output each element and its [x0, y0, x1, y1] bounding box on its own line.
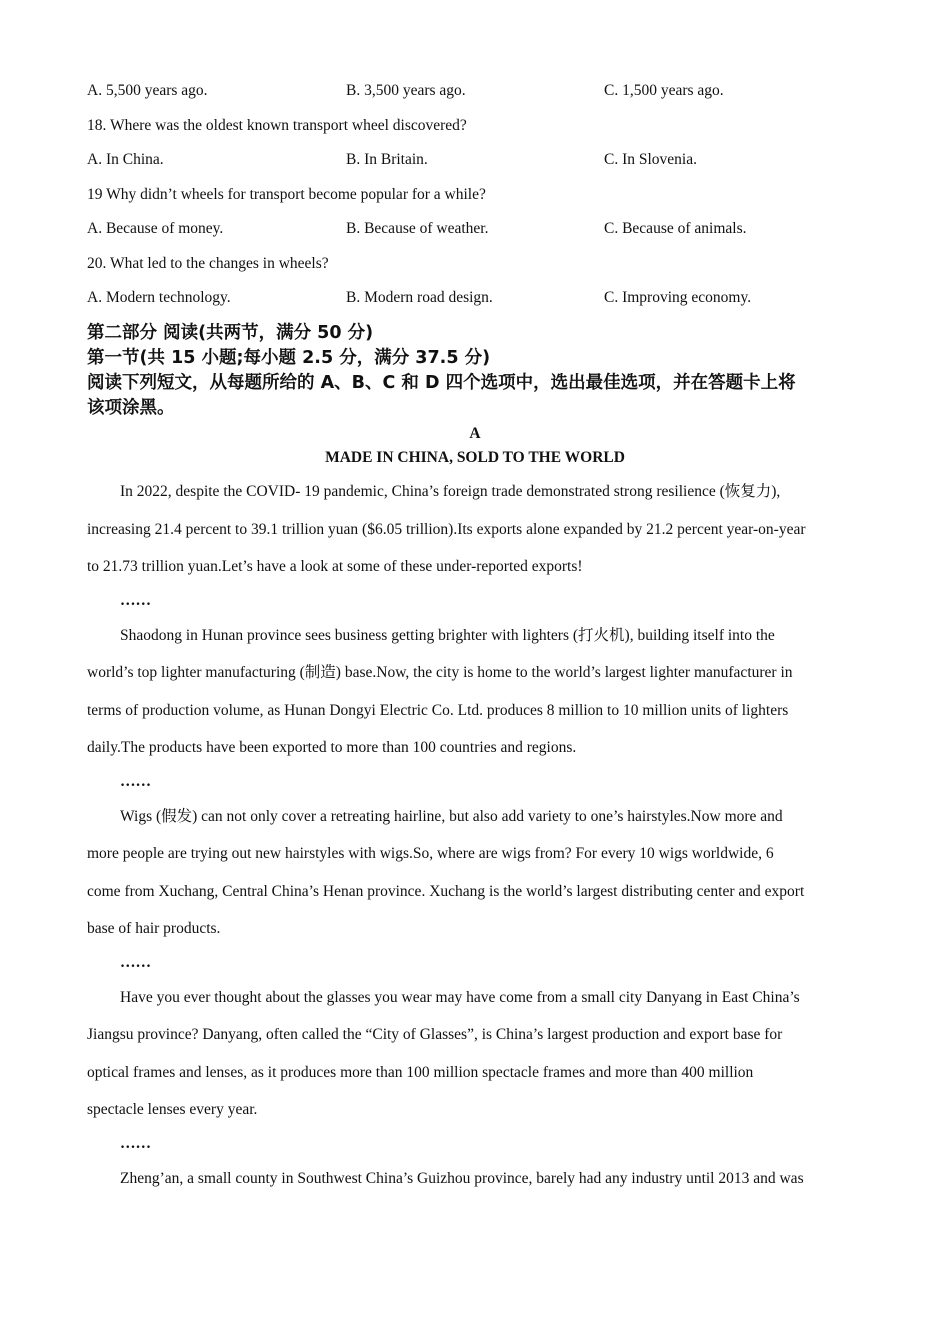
q19-stem: 19 Why didn’t wheels for transport become popular for a while?	[87, 186, 486, 203]
paragraph-line: come from Xuchang, Central China’s Henan province. Xuchang is the world’s largest distributing center and export	[87, 883, 805, 900]
sub-heading: 第一节(共 15 小题;每小题 2.5 分，满分 37.5 分)	[87, 348, 491, 368]
paragraph-line: increasing 21.4 percent to 39.1 trillion yuan ($6.05 trillion).Its exports alone expanded by 21.2 percent year-on-year	[87, 521, 806, 538]
paragraph-line: Zheng’an, a small county in Southwest China’s Guizhou province, barely had any industry until 2013 and was	[120, 1170, 804, 1187]
paragraph-line: base of hair products.	[87, 920, 221, 937]
paragraph-line: more people are trying out new hairstyles with wigs.So, where are wigs from? For every 10 wigs worldwide, 6	[87, 845, 774, 862]
q18-option-a: A. In China.	[87, 151, 164, 168]
ellipsis: ……	[120, 954, 151, 971]
q20-stem: 20. What led to the changes in wheels?	[87, 255, 329, 272]
ellipsis: ……	[120, 1135, 151, 1152]
q20-option-a: A. Modern technology.	[87, 289, 231, 306]
paragraph-line: world’s top lighter manufacturing (制造) base.Now, the city is home to the world’s largest lighter manufacturer in	[87, 664, 793, 681]
ellipsis: ……	[120, 773, 151, 790]
passage-title: MADE IN CHINA, SOLD TO THE WORLD	[325, 449, 625, 466]
paragraph-line: optical frames and lenses, as it produces more than 100 million spectacle frames and more than 400 million	[87, 1064, 754, 1081]
passage-letter: A	[469, 425, 481, 442]
q20-option-c: C. Improving economy.	[604, 289, 752, 306]
paragraph-line: Wigs (假发) can not only cover a retreating hairline, but also add variety to one’s hairstyles.Now more and	[120, 808, 783, 825]
q18-option-c: C. In Slovenia.	[604, 151, 697, 168]
q18-option-b: B. In Britain.	[346, 151, 428, 168]
paragraph-line: In 2022, despite the COVID- 19 pandemic, China’s foreign trade demonstrated strong resilience (恢复力),	[120, 483, 781, 500]
q17-option-b: B. 3,500 years ago.	[346, 82, 466, 99]
paragraph-line: to 21.73 trillion yuan.Let’s have a look at some of these under-reported exports!	[87, 558, 583, 575]
paragraph-line: Shaodong in Hunan province sees business getting brighter with lighters (打火机), building itself into the	[120, 627, 775, 644]
q17-option-c: C. 1,500 years ago.	[604, 82, 724, 99]
q19-option-b: B. Because of weather.	[346, 220, 489, 237]
ellipsis: ……	[120, 592, 151, 609]
paragraph-line: Jiangsu province? Danyang, often called the “City of Glasses”, is China’s largest production and export base for	[87, 1026, 783, 1043]
q19-option-a: A. Because of money.	[87, 220, 224, 237]
q20-option-b: B. Modern road design.	[346, 289, 493, 306]
q19-option-c: C. Because of animals.	[604, 220, 747, 237]
paragraph-line: Have you ever thought about the glasses you wear may have come from a small city Danyang in East China’s	[120, 989, 800, 1006]
paragraph-line: spectacle lenses every year.	[87, 1101, 258, 1118]
paragraph-line: daily.The products have been exported to more than 100 countries and regions.	[87, 739, 577, 756]
part-heading: 第二部分 阅读(共两节，满分 50 分)	[87, 323, 374, 343]
instruction-line-2: 该项涂黑。	[87, 398, 175, 418]
instruction-line-1: 阅读下列短文，从每题所给的 A、B、C 和 D 四个选项中，选出最佳选项，并在答题卡上将	[87, 373, 796, 393]
paragraph-line: terms of production volume, as Hunan Dongyi Electric Co. Ltd. produces 8 million to 10 million units of lighters	[87, 702, 789, 719]
q17-option-a: A. 5,500 years ago.	[87, 82, 208, 99]
q18-stem: 18. Where was the oldest known transport wheel discovered?	[87, 117, 467, 134]
